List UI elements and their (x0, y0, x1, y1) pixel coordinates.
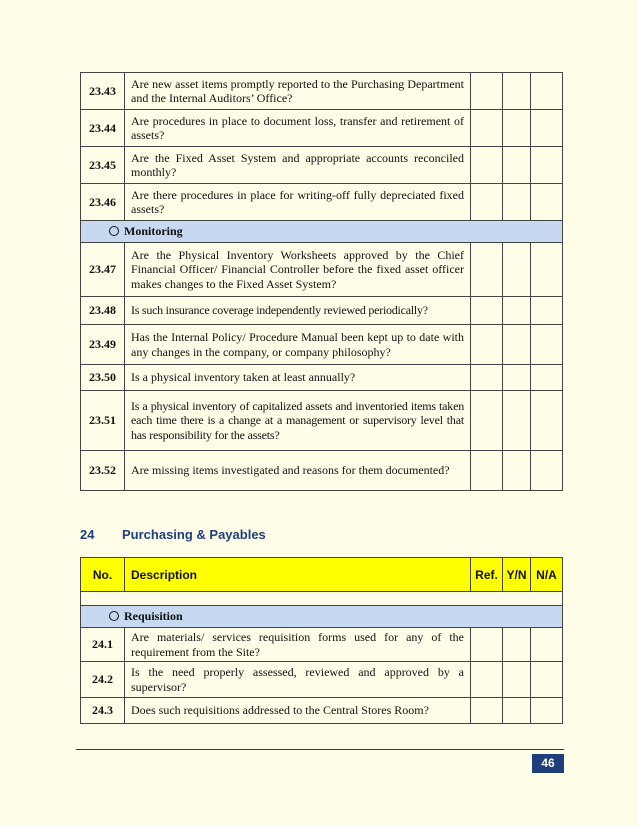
row-description: Are there procedures in place for writing-off fully depreciated fixed assets? (125, 184, 471, 221)
row-number: 23.48 (81, 297, 125, 325)
row-number: 24.1 (81, 628, 125, 662)
table-row (81, 184, 563, 221)
section-row-requisition (81, 606, 563, 628)
ref-cell[interactable] (471, 325, 503, 365)
spacer-row (81, 592, 563, 606)
table-header-row (81, 558, 563, 592)
row-number: 24.2 (81, 662, 125, 698)
na-cell[interactable] (531, 243, 563, 297)
row-description: Are the Physical Inventory Worksheets approved by the Chief Financial Officer/ Financial Controller before the fixed asset officer makes changes to the Fixed Asset System? (125, 243, 471, 297)
na-cell[interactable] (531, 451, 563, 491)
table-row (81, 110, 563, 147)
ref-cell[interactable] (471, 110, 503, 147)
yn-cell[interactable] (503, 297, 531, 325)
na-cell[interactable] (531, 628, 563, 662)
na-cell[interactable] (531, 662, 563, 698)
row-number: 23.52 (81, 451, 125, 491)
section-label (81, 221, 563, 243)
yn-cell[interactable] (503, 73, 531, 110)
na-cell[interactable] (531, 698, 563, 724)
yn-cell[interactable] (503, 110, 531, 147)
row-number: 23.49 (81, 325, 125, 365)
row-description: Are the Fixed Asset System and appropriate accounts reconciled monthly? (125, 147, 471, 184)
na-cell[interactable] (531, 147, 563, 184)
ref-cell[interactable] (471, 451, 503, 491)
page-number: 46 (532, 754, 564, 773)
ref-cell[interactable] (471, 365, 503, 391)
yn-cell[interactable] (503, 451, 531, 491)
ref-cell[interactable] (471, 147, 503, 184)
table-row (81, 628, 563, 662)
ref-cell[interactable] (471, 628, 503, 662)
section-heading-title: Purchasing & Payables (122, 527, 266, 542)
header-no: No. (81, 558, 125, 592)
table-row (81, 73, 563, 110)
na-cell[interactable] (531, 391, 563, 451)
ref-cell[interactable] (471, 297, 503, 325)
row-number: 23.50 (81, 365, 125, 391)
table-row (81, 147, 563, 184)
row-description: Is a physical inventory of capitalized assets and inventoried items taken each time there is a change at a management or supervisory level that has responsibility for the assets? (125, 391, 471, 451)
header-yn: Y/N (503, 558, 531, 592)
spacer-cell (81, 592, 563, 606)
checklist-table-24 (80, 557, 563, 724)
ref-cell[interactable] (471, 662, 503, 698)
table-row (81, 391, 563, 451)
row-description: Are procedures in place to document loss, transfer and retirement of assets? (125, 110, 471, 147)
yn-cell[interactable] (503, 325, 531, 365)
section-heading-24 (80, 527, 266, 542)
row-description: Are missing items investigated and reasons for them documented? (125, 451, 471, 491)
footer-divider (76, 749, 564, 750)
section-number: 24 (80, 527, 95, 542)
header-na: N/A (531, 558, 563, 592)
row-number: 23.46 (81, 184, 125, 221)
table-row (81, 662, 563, 698)
ref-cell[interactable] (471, 73, 503, 110)
table-row (81, 698, 563, 724)
table-row (81, 243, 563, 297)
ref-cell[interactable] (471, 698, 503, 724)
row-description: Is such insurance coverage independently reviewed periodically? (125, 297, 471, 325)
header-description: Description (125, 558, 471, 592)
table-row (81, 325, 563, 365)
row-number: 24.3 (81, 698, 125, 724)
ref-cell[interactable] (471, 243, 503, 297)
ref-cell[interactable] (471, 184, 503, 221)
yn-cell[interactable] (503, 628, 531, 662)
na-cell[interactable] (531, 365, 563, 391)
section-title: Monitoring (124, 224, 183, 238)
header-ref: Ref. (471, 558, 503, 592)
yn-cell[interactable] (503, 391, 531, 451)
section-row-monitoring (81, 221, 563, 243)
row-description: Are new asset items promptly reported to the Purchasing Department and the Internal Auditors’ Office? (125, 73, 471, 110)
row-number: 23.43 (81, 73, 125, 110)
yn-cell[interactable] (503, 662, 531, 698)
na-cell[interactable] (531, 325, 563, 365)
circle-bullet-icon (109, 611, 119, 621)
row-number: 23.44 (81, 110, 125, 147)
row-number: 23.47 (81, 243, 125, 297)
yn-cell[interactable] (503, 698, 531, 724)
row-number: 23.45 (81, 147, 125, 184)
yn-cell[interactable] (503, 147, 531, 184)
row-description: Is the need properly assessed, reviewed and approved by a supervisor? (125, 662, 471, 698)
row-description: Does such requisitions addressed to the Central Stores Room? (125, 698, 471, 724)
yn-cell[interactable] (503, 243, 531, 297)
row-description: Is a physical inventory taken at least annually? (125, 365, 471, 391)
table-row (81, 451, 563, 491)
section-title: Requisition (124, 609, 183, 623)
na-cell[interactable] (531, 297, 563, 325)
checklist-table-23 (80, 72, 563, 491)
row-number: 23.51 (81, 391, 125, 451)
ref-cell[interactable] (471, 391, 503, 451)
na-cell[interactable] (531, 184, 563, 221)
row-description: Are materials/ services requisition forms used for any of the requirement from the Site? (125, 628, 471, 662)
yn-cell[interactable] (503, 184, 531, 221)
na-cell[interactable] (531, 110, 563, 147)
table-row (81, 297, 563, 325)
table-row (81, 365, 563, 391)
circle-bullet-icon (109, 226, 119, 236)
section-label (81, 606, 563, 628)
row-description: Has the Internal Policy/ Procedure Manual been kept up to date with any changes in the company, or company philosophy? (125, 325, 471, 365)
na-cell[interactable] (531, 73, 563, 110)
yn-cell[interactable] (503, 365, 531, 391)
